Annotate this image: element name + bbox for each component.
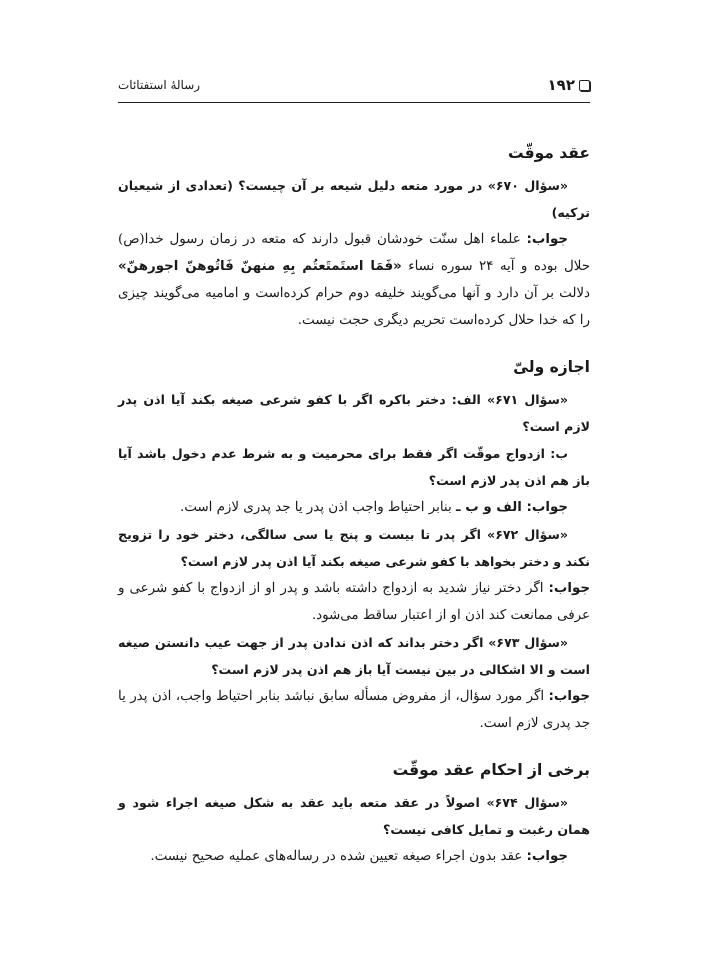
answer-674-text: عقد بدون اجراء صیغه تعیین شده در رساله‌های عملیه صحیح نیست. — [150, 849, 523, 864]
question-670: «سؤال ۶۷۰» در مورد متعه دلیل شیعه بر آن چیست؟ (تعدادی از شیعیان ترکیه) — [118, 178, 590, 220]
question-671-a: «سؤال ۶۷۱» الف: دختر باکره اگر با کفو شرعی صیغه بکند آیا اذن پدر لازم است؟ — [118, 392, 590, 434]
running-title: رسالهٔ استفتائات — [118, 78, 201, 92]
answer-670 — [118, 226, 590, 334]
answer-label: جواب: — [548, 581, 590, 596]
answer-label: جواب: — [526, 232, 568, 247]
answer-label: جواب: الف و ب ـ — [455, 500, 568, 515]
question-674: «سؤال ۶۷۴» اصولاً در عقد متعه باید عقد به شکل صیغه اجراء شود و همان رغبت و تمایل کافی نیست؟ — [118, 795, 590, 837]
answer-674 — [118, 843, 590, 870]
page-number — [548, 76, 590, 94]
answer-673-text: اگر مورد سؤال، از مفروض مسأله سابق نباشد بنابر احتیاط واجب، اذن پدر یا جد پدری لازم است. — [118, 689, 590, 731]
page-body — [118, 138, 590, 870]
page-header — [118, 76, 590, 103]
quran-verse: «فَمَا استَمتَعتُم بِهِ منهنّ فَاتُوهنّ اجورهنّ» — [118, 259, 402, 274]
answer-670-text: علماء اهل سنّت خودشان قبول دارند که متعه در زمان رسول خدا(ص) حلال بوده و آیه ۲۴ سوره نساء — [118, 232, 590, 274]
question-672: «سؤال ۶۷۲» اگر پدر تا بیست و پنج یا سی سالگی، دختر خود را تزویج نکند و دختر بخواهد با کفو شرعی صیغه بکند آیا اذن پدر لازم است؟ — [118, 527, 590, 569]
answer-672-text: اگر دختر نیاز شدید به ازدواج داشته باشد و پدر او از ازدواج با کفو شرعی و عرفی ممانعت کند اذن او از اعتبار ساقط می‌شود. — [118, 581, 590, 623]
section-title-guardian-permission: اجازه ولیّ — [513, 358, 590, 376]
section-title-temporary-marriage: عقد موقّت — [508, 144, 590, 162]
answer-label: جواب: — [526, 849, 568, 864]
question-671-b: ب: ازدواج موقّت اگر فقط برای محرمیت و به شرط عدم دخول باشد آیا باز هم اذن پدر لازم است؟ — [118, 446, 590, 488]
answer-670-rest: دلالت بر آن دارد و آنها می‌گویند خلیفه دوم حرام کرده‌است و امامیه می‌گویند چیزی را که خدا حلال کرده‌است تحریم دیگری حجت نیست. — [118, 286, 590, 328]
answer-673 — [118, 683, 590, 737]
question-673: «سؤال ۶۷۳» اگر دختر بداند که اذن ندادن پدر از جهت عیب دانستن صیغه است و الا اشکالی در بین نیست آیا باز هم اذن پدر لازم است؟ — [118, 635, 590, 677]
square-bullet-icon — [579, 80, 590, 91]
answer-671-text: بنابر احتیاط واجب اذن پدر یا جد پدری لازم است. — [179, 500, 452, 515]
answer-672 — [118, 575, 590, 629]
answer-671 — [118, 494, 590, 521]
section-title-temporary-marriage-rulings: برخی از احکام عقد موقّت — [392, 761, 590, 779]
page-number-text: ۱۹۲ — [547, 76, 575, 94]
answer-label: جواب: — [548, 689, 590, 704]
